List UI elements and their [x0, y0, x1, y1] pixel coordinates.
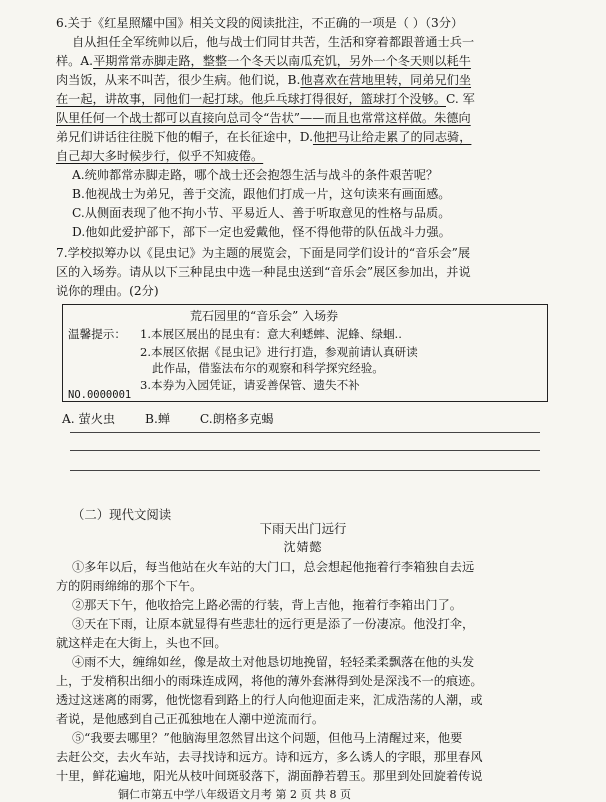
- q6-stem: 6.关于《红星照耀中国》相关文段的阅读批注，不正确的一项是（ ）（3分）: [56, 16, 464, 30]
- answer-line: [70, 432, 540, 433]
- ticket-tip-2b: 此作品，借鉴法布尔的观察和科学探究经验。: [152, 361, 384, 375]
- paragraph-1-cont: 方的阴雨绵绵的那个下午。: [56, 579, 203, 593]
- q7-stem: 7.学校拟筹办以《昆虫记》为主题的展览会，下面是同学们设计的“音乐会”展: [56, 246, 471, 260]
- q6-option-d: D.他如此爱护部下，部下一定也爱戴他，怪不得他带的队伍战斗力强。: [72, 225, 451, 239]
- paragraph-5-cont: 十里，鲜花遍地，阳光从枝叶间斑驳落下，湖面静若碧玉。那里到处回旋着传说: [56, 769, 483, 783]
- choice-b: B.蝉: [145, 412, 171, 426]
- paragraph-4-cont: 上，于发梢积出细小的雨珠连成网，将他的薄外套淋得到处是深浅不一的痕迹。: [56, 674, 483, 688]
- q7-choices: [62, 410, 274, 427]
- q6-passage-line: 自己却大多时候步行，似乎不知疲倦。: [56, 149, 264, 163]
- ticket-tip-2: 2.本展区依据《昆虫记》进行打造，参观前请认真研读: [140, 345, 418, 359]
- q6-passage-line: 弟兄们讲话往往脱下他的帽子，在长征途中，D.他把马让给走累了的同志骑，: [56, 130, 472, 144]
- section-heading: （二）现代文阅读: [72, 507, 172, 522]
- q7-stem: 说你的理由。(2分): [56, 284, 159, 298]
- paragraph-4-cont: 透过这迷离的雨雾，他恍惚看到路上的行人向他迎面走来，汇成浩荡的人潮，或: [56, 693, 483, 707]
- q7-stem: 区的入场券。请从以下三种昆虫中选一种昆虫送到“音乐会”展区参加出，并说: [56, 265, 471, 279]
- paragraph-5: ⑤“我要去哪里？”他脑海里忽然冒出这个问题，但他马上清醒过来，他要: [72, 731, 463, 745]
- article-title: 下雨天出门远行: [259, 521, 347, 536]
- q6-option-c: C.从侧面表现了他不拘小节、平易近人、善于听取意见的性格与品质。: [72, 206, 451, 220]
- choice-a: A. 萤火虫: [62, 412, 116, 426]
- q6-option-a: A.统帅都常赤脚走路，哪个战士还会抱怨生活与战斗的条件艰苦呢？: [72, 168, 439, 182]
- answer-line: [70, 470, 540, 471]
- q6-option-b: B.他视战士为弟兄，善于交流，跟他们打成一片，这句读来有画面感。: [72, 187, 451, 201]
- paragraph-4: ④雨不大，缠绵如丝，像是故土对他恳切地挽留，轻轻柔柔飘落在他的头发: [72, 655, 475, 669]
- page-footer: 铜仁市第五中学八年级语文月考 第 2 页 共 8 页: [118, 788, 351, 801]
- paragraph-1: ①多年以后，每当他站在火车站的大门口，总会想起他拖着行李箱独自去远: [72, 560, 475, 574]
- q6-passage-line: 自从担任全军统帅以后，他与战士们同甘共苦，生活和穿着都跟普通士兵一: [72, 35, 475, 49]
- paragraph-3-cont: 就这样走在大街上，头也不回。: [56, 636, 227, 650]
- paragraph-2: ②那天下午，他收拾完上路必需的行装，背上吉他，拖着行李箱出门了。: [72, 598, 462, 612]
- ticket-number: NO.0000001: [68, 389, 132, 401]
- article-author: 沈婧懿: [283, 540, 323, 554]
- answer-line: [70, 450, 540, 451]
- q6-passage-line: 在一起，讲故事，同他们一起打球。他乒乓球打得很好，篮球打个没够。C. 军: [56, 92, 475, 106]
- q6-passage-line: 样。A.平期常常赤脚走路，整整一个冬天以南瓜充饥，另外一个冬天则以耗牛: [56, 54, 471, 68]
- paragraph-3: ③天在下雨，让原本就显得有些悲壮的远行更是添了一份凄凉。他没打伞，: [72, 617, 475, 631]
- q6-passage-line: 肉当饭，从来不叫苦，很少生病。他们说，B.他喜欢在营地里转，同弟兄们坐: [56, 73, 472, 87]
- paragraph-4-cont: 者说，是他感到自己正孤独地在人潮中逆流而行。: [56, 712, 325, 726]
- paragraph-5-cont: 去赶公交，去火车站，去寻找诗和远方。诗和远方，多么诱人的字眼，那里春风: [56, 750, 483, 764]
- ticket-tip-3: 3.本券为入园凭证，请妥善保管、遗失不补: [140, 378, 360, 392]
- ticket-tip-label: 温馨提示：: [68, 327, 126, 341]
- choice-c: C.朗格多克蝎: [199, 412, 274, 426]
- q6-passage-line: 队里任何一个战士都可以直接向总司令“告状”——而且也常常这样做。朱德向: [56, 111, 471, 125]
- ticket-title: 荒石园里的“音乐会” 入场券: [190, 309, 339, 323]
- ticket-tip-1: 1.本展区展出的昆虫有：意大利蟋蟀、泥蜂、绿蝈..: [140, 327, 402, 341]
